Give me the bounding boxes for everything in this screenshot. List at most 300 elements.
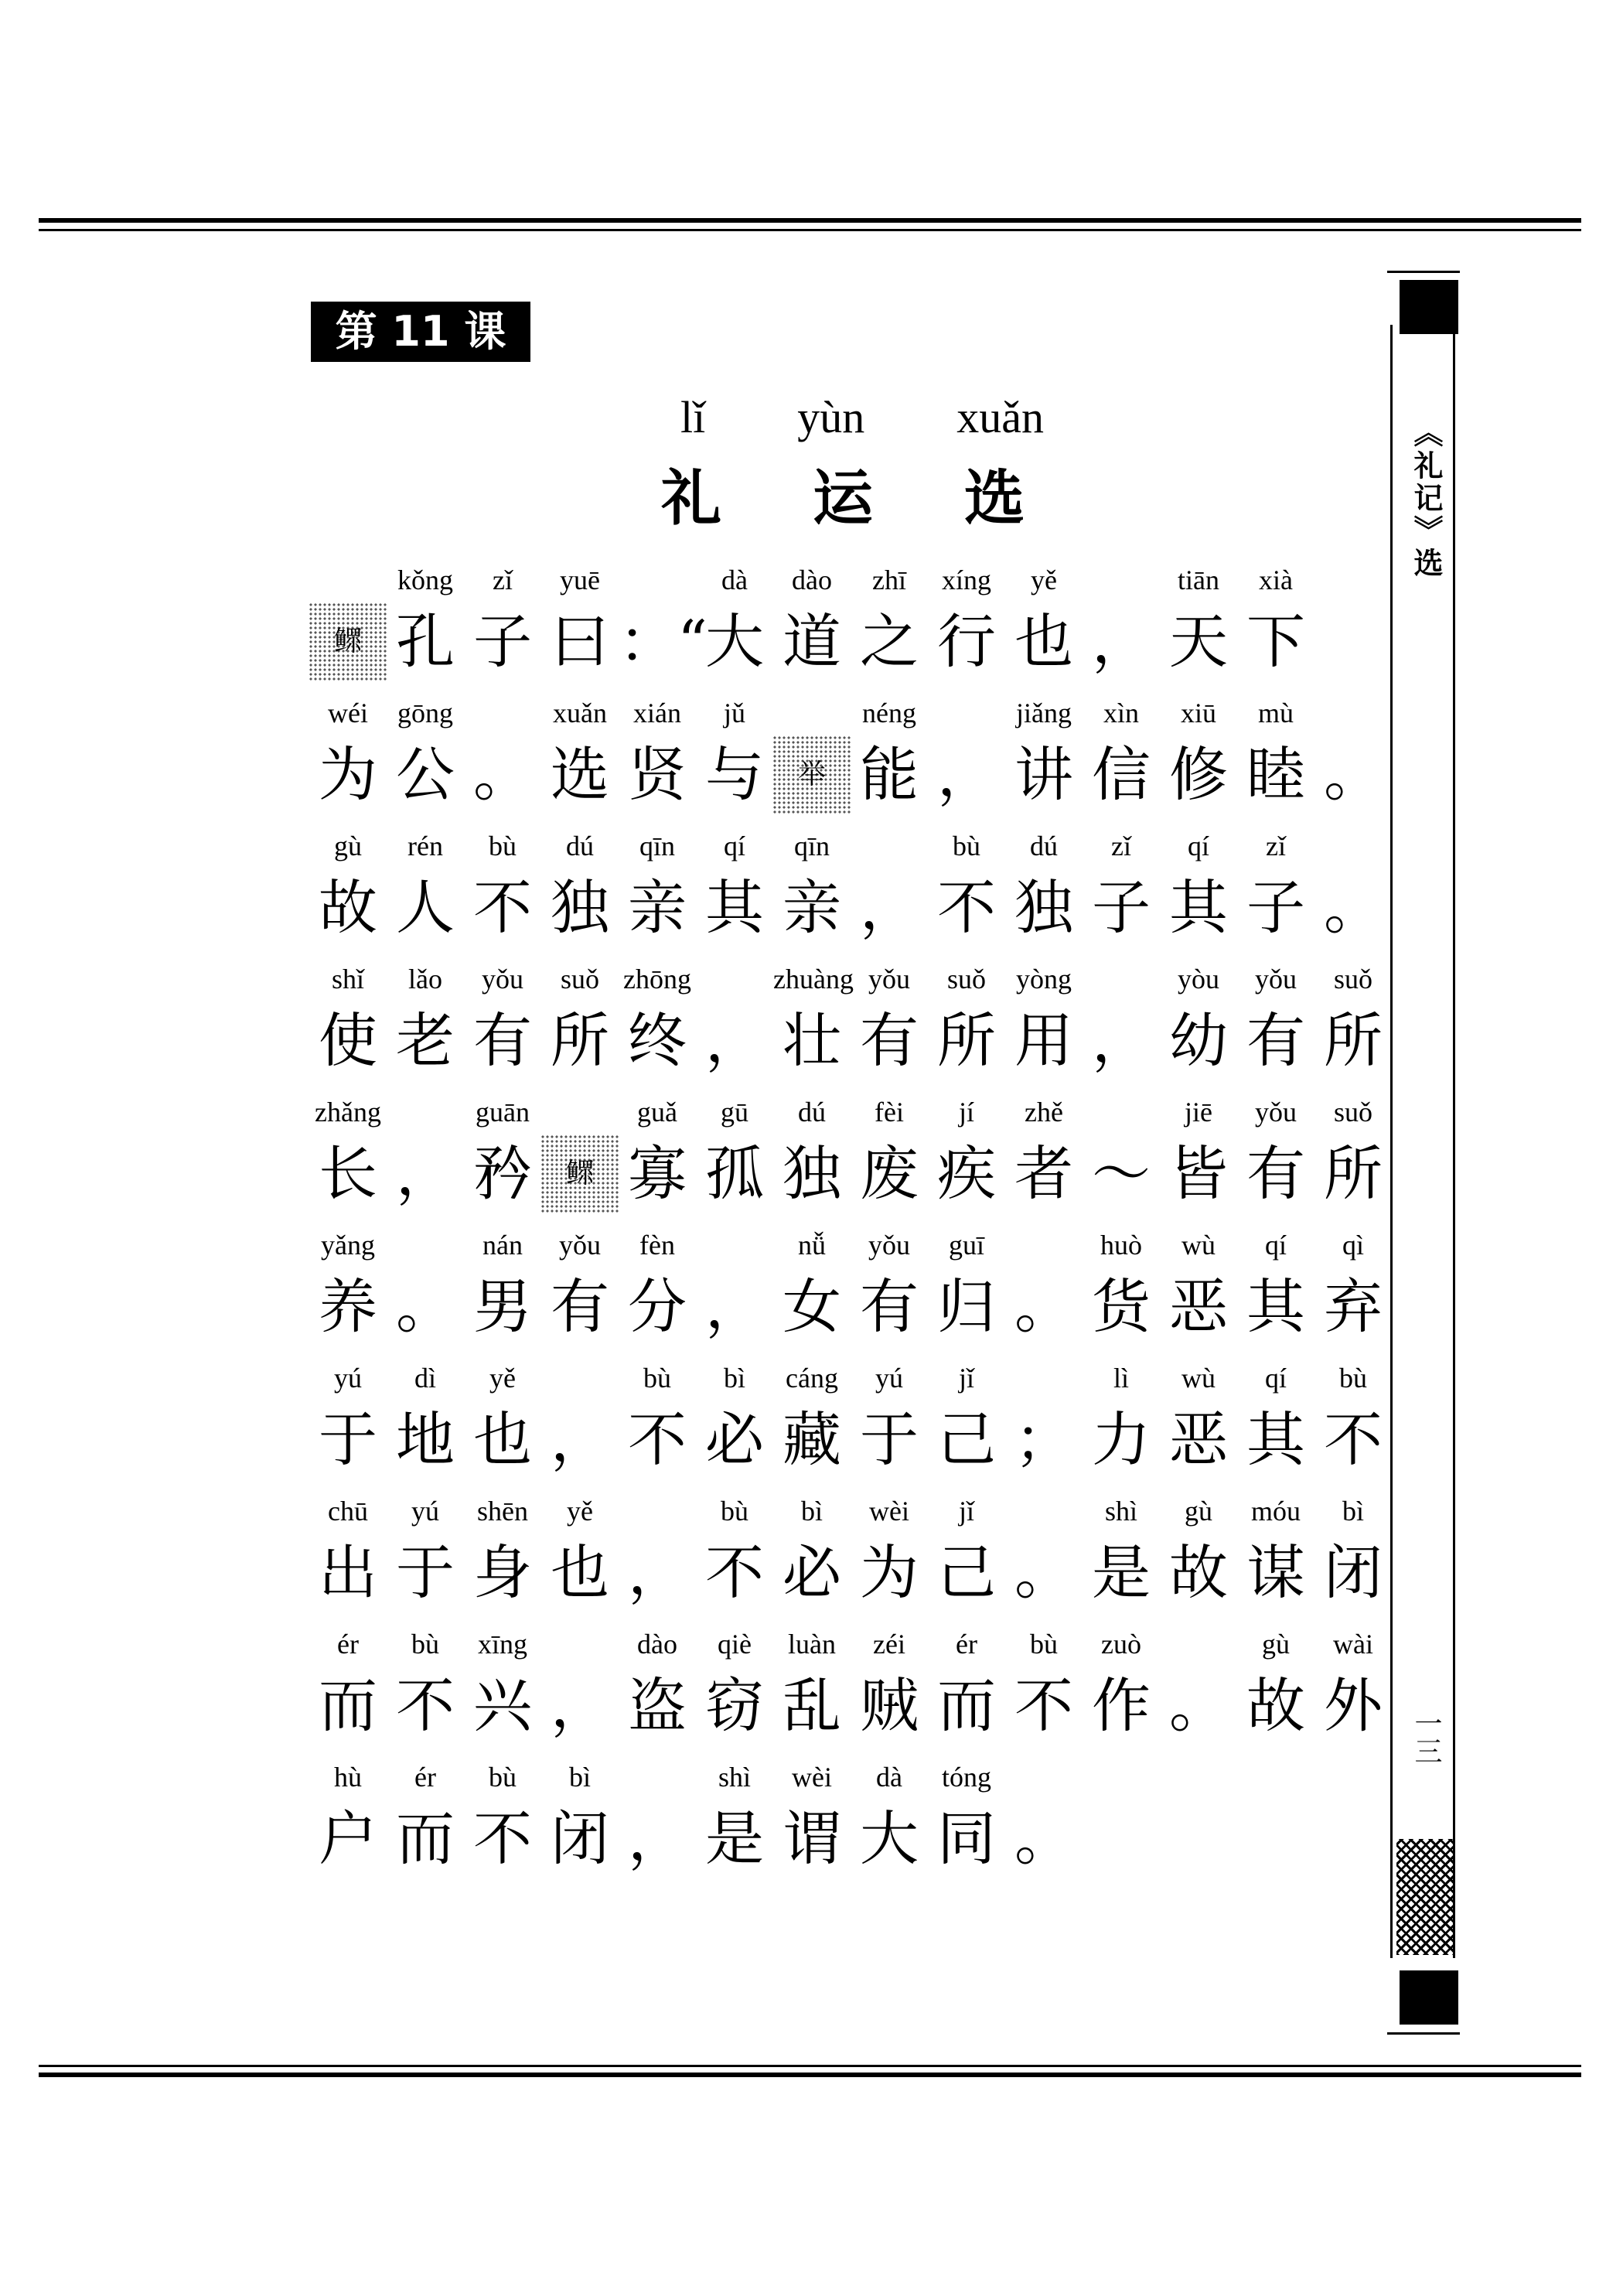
pinyin: fèn <box>639 1230 675 1261</box>
char-cell <box>619 690 696 823</box>
char-cell <box>928 1355 1005 1488</box>
pinyin <box>387 1222 464 1268</box>
lesson-badge: 第 11 课 <box>311 302 530 362</box>
char-cell <box>1005 557 1083 690</box>
pinyin: yú <box>875 1363 903 1394</box>
hanzi: 户 <box>319 1804 377 1873</box>
char-cell <box>696 1621 773 1754</box>
hanzi: 弃 <box>1324 1272 1383 1341</box>
char-cell <box>309 690 387 823</box>
pinyin: qí <box>1264 1230 1287 1261</box>
pinyin: rén <box>407 831 443 861</box>
pinyin: jiǎng <box>1016 698 1072 728</box>
char-cell <box>1160 1089 1237 1222</box>
hanzi: 于 <box>860 1405 919 1474</box>
pinyin: zǐ <box>1266 831 1286 861</box>
hanzi: 天 <box>1169 607 1228 676</box>
pinyin: zhě <box>1025 1097 1063 1128</box>
hanzi: ， <box>1092 607 1151 676</box>
char-cell <box>1005 1754 1083 1887</box>
title-char-1: 礼 <box>661 463 722 534</box>
hanzi: 行 <box>937 607 996 676</box>
char-cell <box>851 823 928 956</box>
hanzi: 货 <box>1092 1272 1151 1341</box>
pinyin <box>696 956 773 1002</box>
char-cell <box>851 1355 928 1488</box>
char-cell <box>541 557 619 690</box>
char-cell <box>773 1488 851 1621</box>
pinyin: shēn <box>477 1496 528 1527</box>
char-cell <box>1005 1488 1083 1621</box>
char-cell <box>696 1355 773 1488</box>
hanzi: 。 <box>1014 1538 1073 1607</box>
char-cell <box>541 1089 619 1222</box>
hanzi: 者 <box>1014 1139 1073 1208</box>
title-pinyin-3: xuǎn <box>956 392 1044 442</box>
pinyin: shì <box>718 1762 751 1793</box>
char-cell <box>619 1355 696 1488</box>
hanzi: 养 <box>319 1272 377 1341</box>
hanzi: ， <box>1092 1006 1151 1075</box>
hanzi: 终 <box>628 1006 687 1075</box>
hanzi: 为 <box>860 1538 919 1607</box>
hanzi: 不 <box>628 1405 687 1474</box>
pinyin: nǚ <box>798 1230 826 1261</box>
pinyin: yǒu <box>559 1230 601 1261</box>
hanzi: 不 <box>473 873 532 942</box>
hanzi: 独 <box>551 873 609 942</box>
char-cell <box>1083 1222 1160 1355</box>
hanzi: 用 <box>1014 1006 1073 1075</box>
bottom-rule-thin <box>39 2065 1581 2067</box>
pinyin <box>773 690 851 736</box>
text-line <box>309 956 1392 1089</box>
pinyin <box>464 690 541 736</box>
hanzi: 修 <box>1169 740 1228 809</box>
char-cell <box>1314 1222 1392 1355</box>
pinyin: cáng <box>786 1363 838 1394</box>
hanzi: 也 <box>473 1405 532 1474</box>
hanzi: 大 <box>860 1804 919 1873</box>
title-char-3: 选 <box>963 463 1025 534</box>
pinyin: yǎng <box>321 1230 375 1261</box>
pinyin <box>1314 823 1392 869</box>
pinyin: zhōng <box>623 964 691 994</box>
pinyin: bì <box>723 1363 745 1394</box>
char-cell <box>928 690 1005 823</box>
pinyin: jǐ <box>958 1363 974 1394</box>
char-cell <box>851 1621 928 1754</box>
hanzi: 。 <box>1169 1671 1228 1740</box>
pinyin: yǒu <box>868 1230 910 1261</box>
pinyin: dào <box>637 1629 677 1660</box>
char-cell <box>619 1754 696 1887</box>
hanzi: 作 <box>1092 1671 1151 1740</box>
pinyin: suǒ <box>1333 1097 1372 1128</box>
pinyin: dú <box>566 831 594 861</box>
char-cell <box>1237 1621 1314 1754</box>
hanzi: 也 <box>1014 607 1073 676</box>
hanzi: 。 <box>396 1272 455 1341</box>
char-cell <box>387 1621 464 1754</box>
char-cell <box>1160 823 1237 956</box>
hanzi: 孔 <box>396 607 455 676</box>
pinyin: qīn <box>793 831 830 861</box>
pinyin: tóng <box>941 1762 991 1793</box>
hanzi: 之 <box>860 607 919 676</box>
hanzi: 道 <box>783 607 841 676</box>
side-block-bottom <box>1400 1970 1458 2025</box>
char-cell <box>1237 1488 1314 1621</box>
pinyin: wài <box>1333 1629 1373 1660</box>
pinyin: néng <box>862 698 916 728</box>
hanzi: ， <box>705 1272 764 1341</box>
title-pinyin-2: yùn <box>797 392 865 442</box>
char-cell <box>541 1488 619 1621</box>
hanzi: 疾 <box>937 1139 996 1208</box>
hanzi: 能 <box>860 740 919 809</box>
pinyin: zhǎng <box>315 1097 381 1128</box>
char-cell <box>387 557 464 690</box>
text-line <box>309 1355 1392 1488</box>
text-line <box>309 1089 1392 1222</box>
pinyin: guān <box>476 1097 530 1128</box>
char-cell <box>541 823 619 956</box>
char-cell <box>309 823 387 956</box>
hanzi: 有 <box>1246 1006 1305 1075</box>
char-cell <box>928 1089 1005 1222</box>
hanzi: 女 <box>783 1272 841 1341</box>
hanzi: 与 <box>705 740 764 809</box>
hanzi: 恶 <box>1169 1272 1228 1341</box>
pinyin: gù <box>1262 1629 1290 1660</box>
pinyin: gù <box>1185 1496 1212 1527</box>
title-char-2: 运 <box>812 463 873 534</box>
char-cell <box>387 823 464 956</box>
char-cell <box>541 956 619 1089</box>
pinyin: dà <box>876 1762 902 1793</box>
hanzi: 子 <box>1092 873 1151 942</box>
page-number: 一三 <box>1410 1709 1442 1765</box>
char-cell <box>1005 956 1083 1089</box>
hanzi: 长 <box>319 1139 377 1208</box>
hanzi: 不 <box>396 1671 455 1740</box>
pinyin: lǎo <box>408 964 442 994</box>
hanzi: 睦 <box>1246 740 1305 809</box>
hanzi: 不 <box>1324 1405 1383 1474</box>
char-cell <box>928 1488 1005 1621</box>
char-cell <box>928 1222 1005 1355</box>
char-cell <box>387 1089 464 1222</box>
pinyin: huò <box>1100 1230 1142 1261</box>
char-cell <box>541 1754 619 1887</box>
hanzi: 子 <box>473 607 532 676</box>
hanzi: 不 <box>473 1804 532 1873</box>
pinyin: xián <box>633 698 681 728</box>
text-line <box>309 1222 1392 1355</box>
char-cell <box>851 1488 928 1621</box>
char-cell <box>1083 557 1160 690</box>
char-cell <box>619 557 708 690</box>
pinyin: qīn <box>639 831 675 861</box>
hanzi: 亲 <box>783 873 841 942</box>
pinyin: xiū <box>1180 698 1216 728</box>
pinyin: nán <box>482 1230 523 1261</box>
pinyin: zuò <box>1101 1629 1141 1660</box>
char-cell <box>696 956 773 1089</box>
hanzi: 亲 <box>628 873 687 942</box>
obscured-glyph: 鳏 <box>541 1135 619 1213</box>
pinyin: bù <box>1030 1629 1058 1660</box>
hanzi: 而 <box>396 1804 455 1873</box>
char-cell <box>387 1355 464 1488</box>
pinyin: bì <box>1342 1496 1364 1527</box>
hanzi: 。 <box>1014 1804 1073 1873</box>
pinyin: yòu <box>1178 964 1219 994</box>
pinyin <box>1005 1222 1083 1268</box>
text-line <box>309 823 1392 956</box>
hanzi: 必 <box>783 1538 841 1607</box>
char-cell <box>1237 557 1314 690</box>
hanzi: 同 <box>937 1804 996 1873</box>
char-cell <box>1314 1089 1392 1222</box>
pinyin: yǒu <box>1255 1097 1297 1128</box>
char-cell <box>773 557 851 690</box>
char-cell <box>773 1222 851 1355</box>
char-cell <box>619 1222 696 1355</box>
top-rule-thin <box>39 229 1581 231</box>
char-cell <box>541 1222 619 1355</box>
pinyin: yú <box>334 1363 362 1394</box>
pinyin: gōng <box>397 698 453 728</box>
hanzi: ， <box>860 873 919 942</box>
char-cell <box>928 823 1005 956</box>
text-line <box>309 690 1392 823</box>
char-cell <box>1083 823 1160 956</box>
hanzi: 己 <box>937 1538 996 1607</box>
pinyin: suǒ <box>1333 964 1372 994</box>
char-cell <box>387 1222 464 1355</box>
char-cell <box>1160 1222 1237 1355</box>
char-cell <box>851 1754 928 1887</box>
hanzi: 故 <box>319 873 377 942</box>
hanzi: 己 <box>937 1405 996 1474</box>
pinyin: bù <box>1339 1363 1367 1394</box>
char-cell <box>1237 690 1314 823</box>
char-cell <box>309 557 387 690</box>
pinyin: qiè <box>718 1629 752 1660</box>
char-cell <box>696 1222 773 1355</box>
title-pinyin-1: lǐ <box>680 392 706 442</box>
pinyin: lì <box>1113 1363 1129 1394</box>
pinyin: qì <box>1342 1230 1364 1261</box>
hanzi: 。 <box>1014 1272 1073 1341</box>
pinyin: jǐ <box>958 1496 974 1527</box>
hanzi: 幼 <box>1169 1006 1228 1075</box>
pinyin <box>619 1754 696 1800</box>
char-cell <box>1160 1355 1237 1488</box>
pinyin: yě <box>489 1363 516 1394</box>
hanzi: 闭 <box>551 1804 609 1873</box>
char-cell <box>1083 1488 1160 1621</box>
char-cell <box>1314 1355 1392 1488</box>
hanzi: 所 <box>937 1006 996 1075</box>
char-cell <box>1160 956 1237 1089</box>
pinyin: xīng <box>477 1629 527 1660</box>
pinyin: móu <box>1250 1496 1301 1527</box>
pinyin <box>619 557 696 603</box>
char-cell <box>1237 956 1314 1089</box>
char-cell <box>1005 1355 1083 1488</box>
char-cell <box>851 557 928 690</box>
pinyin: jiē <box>1185 1097 1212 1128</box>
pinyin: qí <box>1264 1363 1287 1394</box>
hanzi: ， <box>628 1804 687 1873</box>
char-cell <box>1237 1089 1314 1222</box>
char-cell <box>309 956 387 1089</box>
hanzi: 必 <box>705 1405 764 1474</box>
pinyin: luàn <box>788 1629 836 1660</box>
char-cell <box>1237 823 1314 956</box>
hanzi: 出 <box>319 1538 377 1607</box>
char-cell <box>464 1355 541 1488</box>
pinyin: tiān <box>1178 565 1219 595</box>
char-cell <box>619 1488 696 1621</box>
side-rule-bottom <box>1387 2032 1460 2035</box>
hanzi: 乱 <box>783 1671 841 1740</box>
char-cell <box>1083 690 1160 823</box>
char-cell <box>696 557 773 690</box>
hanzi: 于 <box>319 1405 377 1474</box>
running-title: 《礼记》选 <box>1409 418 1443 580</box>
char-cell <box>928 1754 1005 1887</box>
hanzi: 废 <box>860 1139 919 1208</box>
pinyin: zhī <box>872 565 906 595</box>
char-cell <box>309 1355 387 1488</box>
top-rule-thick <box>39 218 1581 223</box>
char-cell <box>1005 1089 1083 1222</box>
pinyin: wù <box>1181 1363 1216 1394</box>
char-cell <box>309 1754 387 1887</box>
pinyin: mù <box>1257 698 1294 728</box>
hanzi: 壮 <box>783 1006 841 1075</box>
hanzi: 藏 <box>783 1405 841 1474</box>
pinyin: bù <box>643 1363 671 1394</box>
hanzi: 谓 <box>783 1804 841 1873</box>
pinyin: wèi <box>869 1496 909 1527</box>
obscured-glyph: 鳏 <box>309 603 387 681</box>
pinyin <box>1083 1089 1160 1135</box>
char-cell <box>1160 1621 1237 1754</box>
char-cell <box>309 1089 387 1222</box>
pinyin <box>619 1488 696 1534</box>
pinyin: yǒu <box>1255 964 1297 994</box>
hanzi: 老 <box>396 1006 455 1075</box>
char-cell <box>464 823 541 956</box>
pinyin <box>1005 1754 1083 1800</box>
hanzi: 有 <box>551 1272 609 1341</box>
pinyin <box>851 823 928 869</box>
hanzi: 其 <box>705 873 764 942</box>
char-cell <box>1160 557 1237 690</box>
char-cell <box>1314 1621 1392 1754</box>
pinyin <box>541 1621 619 1667</box>
char-cell <box>773 690 851 823</box>
char-cell <box>1237 1222 1314 1355</box>
pinyin: gù <box>334 831 362 861</box>
hanzi: 大 <box>705 607 764 676</box>
pinyin: ér <box>956 1629 977 1660</box>
hanzi: 有 <box>860 1272 919 1341</box>
char-cell <box>619 823 696 956</box>
pinyin: zǐ <box>1111 831 1131 861</box>
char-cell <box>309 1621 387 1754</box>
pinyin: yòng <box>1016 964 1072 994</box>
pinyin: xìn <box>1103 698 1139 728</box>
pinyin: dú <box>798 1097 826 1128</box>
pinyin: xíng <box>941 565 991 595</box>
char-cell <box>1083 1355 1160 1488</box>
char-cell <box>773 823 851 956</box>
hanzi: 选 <box>551 740 609 809</box>
char-cell <box>387 1488 464 1621</box>
pinyin: yǒu <box>482 964 523 994</box>
pinyin <box>1005 1488 1083 1534</box>
char-cell <box>1083 956 1160 1089</box>
char-cell <box>1005 1222 1083 1355</box>
char-cell <box>1083 1621 1160 1754</box>
char-cell <box>464 1754 541 1887</box>
hanzi: ， <box>937 740 996 809</box>
pinyin: suǒ <box>946 964 986 994</box>
hanzi: 不 <box>705 1538 764 1607</box>
char-cell <box>696 1754 773 1887</box>
hanzi: 信 <box>1092 740 1151 809</box>
char-cell <box>1314 823 1392 956</box>
char-cell <box>464 557 541 690</box>
pinyin: dà <box>721 565 748 595</box>
hanzi: 所 <box>1324 1139 1383 1208</box>
char-cell <box>928 557 1005 690</box>
pinyin <box>541 1355 619 1401</box>
char-cell <box>464 1089 541 1222</box>
pinyin: yě <box>1031 565 1057 595</box>
hanzi: 男 <box>473 1272 532 1341</box>
pinyin: bù <box>721 1496 748 1527</box>
text-line <box>309 1621 1392 1754</box>
hanzi: 其 <box>1246 1405 1305 1474</box>
pinyin: wù <box>1181 1230 1216 1261</box>
hanzi: 所 <box>551 1006 609 1075</box>
pinyin <box>309 557 387 603</box>
pinyin <box>387 1089 464 1135</box>
pinyin: jí <box>958 1097 974 1128</box>
hanzi: 分 <box>628 1272 687 1341</box>
hanzi: 也 <box>551 1538 609 1607</box>
bottom-rule-thick <box>39 2073 1581 2077</box>
pinyin <box>1083 557 1160 603</box>
pinyin: bù <box>953 831 980 861</box>
char-cell <box>851 1089 928 1222</box>
hanzi: 兴 <box>473 1671 532 1740</box>
hanzi: 独 <box>1014 873 1073 942</box>
hanzi: 讲 <box>1014 740 1073 809</box>
pinyin: suǒ <box>560 964 599 994</box>
char-cell <box>619 1089 696 1222</box>
pinyin <box>928 690 1005 736</box>
pinyin: gū <box>721 1097 748 1128</box>
pinyin: guī <box>948 1230 984 1261</box>
